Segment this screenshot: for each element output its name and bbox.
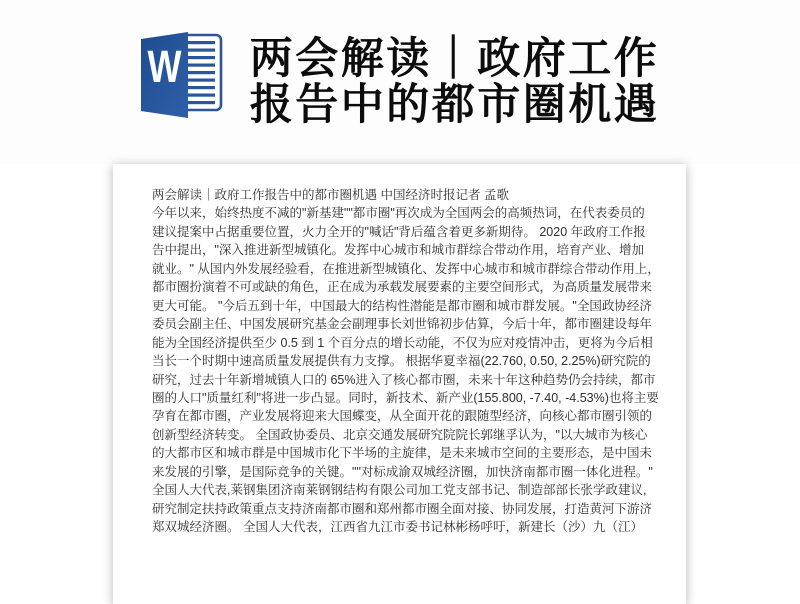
word-icon-stripes: [186, 41, 215, 104]
word-icon-letter: W: [147, 41, 182, 92]
doc-heading-line: 两会解读｜政府工作报告中的都市圈机遇 中国经济时报记者 孟歌: [152, 188, 509, 202]
doc-text-line: 建议提案中占据重要位置，火力全开的"喊话"背后蕴含着更多新期待。 2020 年政府工作报: [152, 224, 646, 239]
doc-text-line: 的大都市区和城市群是中国城市化下半场的主旋律，是未来城市空间的主要形态，是中国未: [152, 446, 653, 461]
doc-text-line: 就业。" 从国内外发展经验看，在推进新型城镇化、发挥中心城市和城市群综合带动作用上，: [152, 261, 660, 276]
word-icon: [141, 32, 223, 118]
doc-text-line: 告中提出，"深入推进新型城镇化。发挥中心城市和城市群综合带动作用，培育产业、增加: [152, 243, 644, 258]
doc-text-line: 郑双城经济圈。 全国人大代表，江西省九江市委书记林彬杨呼吁，新建长（沙）九（江）: [152, 520, 643, 535]
doc-text-line: 都市圈扮演着不可或缺的角色，正在成为承载发展要素的主要空间形式，为高质量发展带来: [152, 280, 653, 295]
doc-text-line: 更大可能。 "今后五到十年，中国最大的结构性潜能是都市圈和城市群发展。"全国政协经济: [152, 298, 652, 313]
title-section: [0, 0, 800, 164]
doc-text-line: 研究制定扶持政策重点支持济南都市圈和郑州都市圈全面对接、协同发展，打造黄河下游济: [152, 501, 653, 516]
doc-text-line: 创新型经济转变。 全国政协委员、北京交通发展研究院院长郭继孚认为，"以大城市为核心: [152, 427, 648, 442]
page-title-line-2: 报告中的都市圈机遇: [249, 81, 660, 129]
doc-text-line: 委员会副主任、中国发展研究基金会副理事长刘世锦初步估算，今后十年，都市圈建设每年: [152, 317, 653, 332]
doc-text-line: 能为全国经济提供至少 0.5 到 1 个百分点的增长动能，不仅为应对疫情冲击，更将为今后相: [152, 335, 653, 350]
doc-text-line: 孕育在都市圈，产业发展将迎来大国蝶变，从全面开花的跟随型经济，向核心都市圈引领的: [152, 409, 653, 424]
doc-text-line: 研究，过去十年新增城镇人口的 65%进入了核心都市圈，未来十年这种趋势仍会持续，都市: [152, 372, 656, 387]
page-title: [250, 36, 660, 128]
doc-text-line: 当长一个时期中速高质量发展提供有力支撑。 根据华夏幸福(22.760, 0.50, 2.25%)研究院的: [152, 354, 651, 369]
doc-text-line: 今年以来，始终热度不减的"新基建""都市圈"再次成为全国两会的高频热词，在代表委员的: [152, 206, 645, 221]
doc-text-line: 来发展的引擎，是国际竞争的关键。""对标成渝双城经济圈，加快济南都市圈一体化进程。": [152, 464, 653, 479]
document-page: [113, 164, 686, 604]
doc-text-line: 圈的人口"质量红利"将进一步凸显。同时，新技术、新产业(155.800, -7.40, -4.53%)也将主要: [152, 390, 659, 405]
page-title-line-1: 两会解读｜政府工作: [249, 35, 660, 83]
doc-text-line: 全国人大代表,莱钢集团济南莱钢钢结构有限公司加工党支部书记、制造部部长张学政建议,: [152, 483, 647, 498]
